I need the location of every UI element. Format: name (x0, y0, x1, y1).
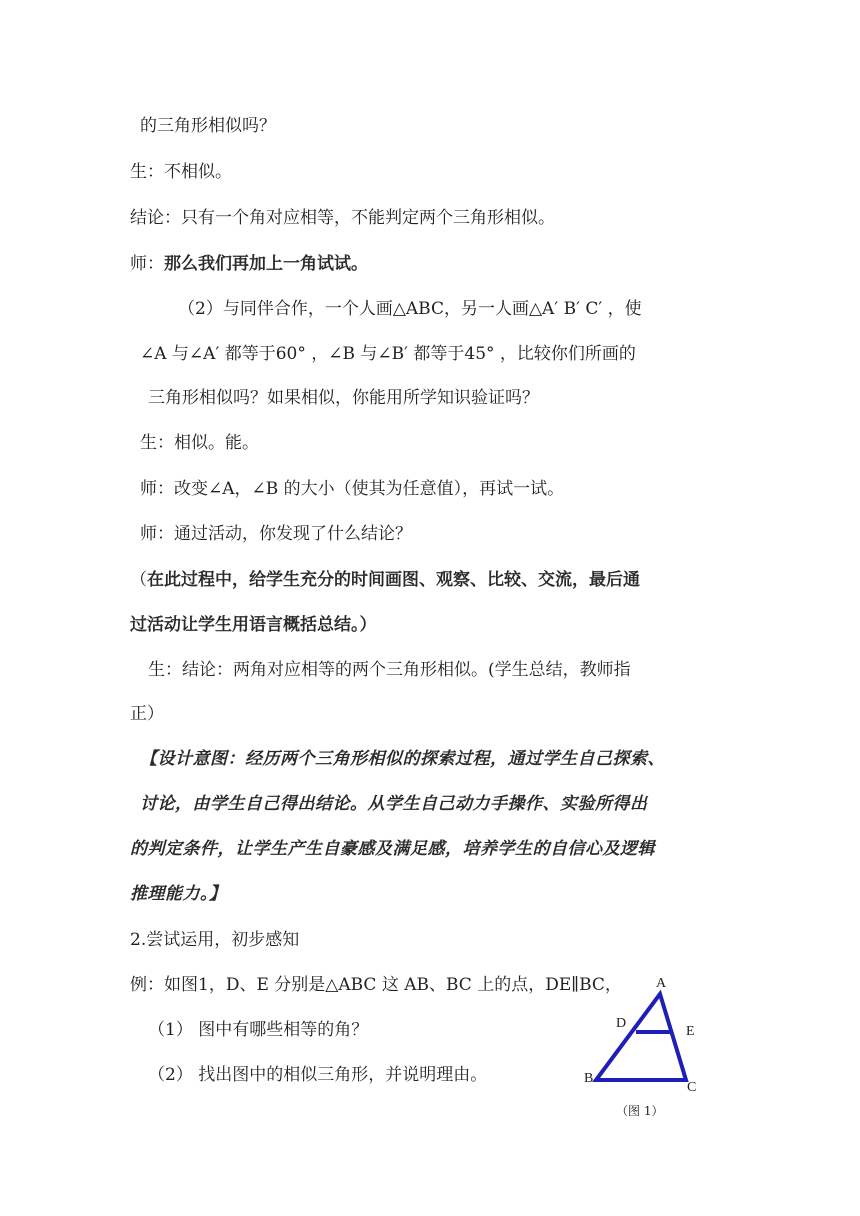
text-line-2: 生：不相似。 (130, 162, 232, 182)
text-line-14: 正） (130, 704, 164, 724)
text-line-11 (130, 569, 640, 591)
label-c: C (687, 1080, 697, 1095)
teacher-prefix: 师： (130, 254, 164, 274)
process-note-bold: 在此过程中，给学生充分的时间画图、观察、比较、交流，最后通 (147, 570, 640, 590)
text-line-7: 三角形相似吗？如果相似，你能用所学知识验证吗？ (148, 388, 539, 408)
text-line-5: （2）与同伴合作，一个人画△ABC，另一人画△A′ B′ C′ ，使 (178, 299, 642, 319)
text-line-6: ∠A 与∠A′ 都等于60° ，∠B 与∠B′ 都等于45° ，比较你们所画的 (140, 344, 636, 364)
text-line-4 (130, 253, 368, 275)
text-line-12: 过活动让学生用语言概括总结。） (130, 615, 377, 635)
triangle-abc (596, 994, 686, 1080)
design-intent-line-4: 推理能力。】 (130, 884, 227, 904)
text-line-3: 结论：只有一个角对应相等，不能判定两个三角形相似。 (130, 208, 555, 228)
example-line: 例：如图1，D、E 分别是△ABC 这 AB、BC 上的点，DE∥BC， (130, 975, 622, 995)
text-line-9: 师：改变∠A，∠B 的大小（使其为任意值），再试一试。 (140, 479, 565, 499)
figure-caption: （图 1） (616, 1104, 664, 1118)
text-line-13: 生：结论：两角对应相等的两个三角形相似。(学生总结，教师指 (148, 660, 631, 680)
question-2: （2） 找出图中的相似三角形，并说明理由。 (148, 1065, 488, 1085)
paren-open: （ (130, 570, 147, 590)
label-d: D (616, 1016, 627, 1031)
design-intent-line-3: 的判定条件，让学生产生自豪感及满足感，培养学生的自信心及逻辑 (130, 839, 655, 859)
design-intent-line-2: 讨论，由学生自己得出结论。从学生自己动力手操作、实验所得出 (140, 794, 648, 814)
text-line-10: 师：通过活动，你发现了什么结论？ (140, 524, 412, 544)
label-e: E (686, 1024, 695, 1039)
text-line-8: 生：相似。能。 (140, 433, 259, 453)
label-a: A (656, 976, 667, 991)
section-heading: 2.尝试运用，初步感知 (130, 930, 300, 950)
question-1: （1） 图中有哪些相等的角？ (148, 1020, 369, 1040)
design-intent-line-1: 【设计意图：经历两个三角形相似的探索过程，通过学生自己探索、 (140, 749, 665, 769)
text-line-1: 的三角形相似吗？ (140, 116, 276, 136)
teacher-bold-text: 那么我们再加上一角试试。 (164, 254, 368, 274)
label-b: B (584, 1071, 594, 1086)
